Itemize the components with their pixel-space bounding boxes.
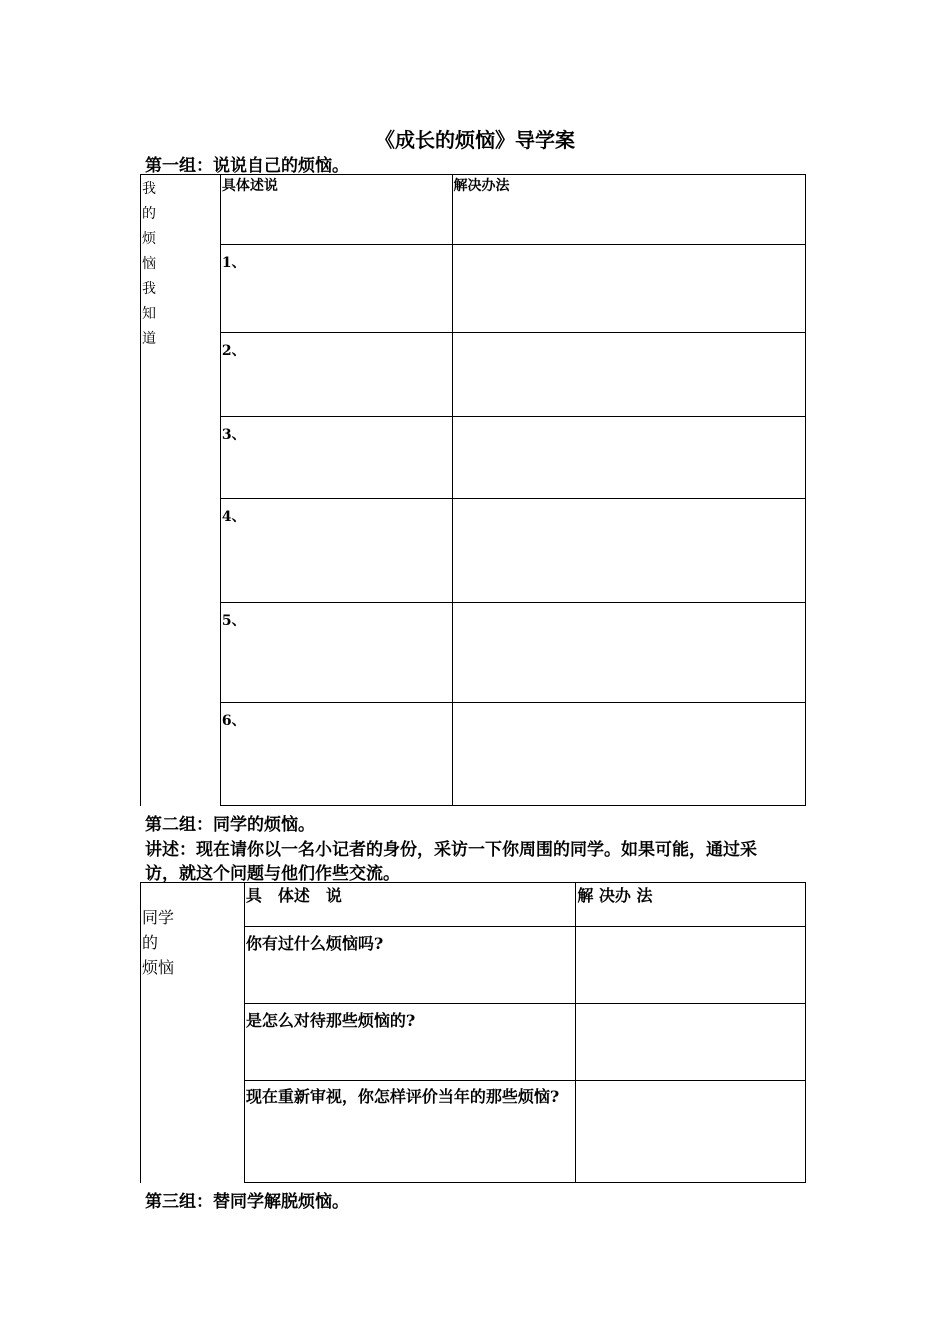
- group1-row-1[interactable]: 1、: [220, 245, 452, 333]
- group1-row-2[interactable]: 2、: [220, 333, 452, 417]
- group2-question-2[interactable]: 是怎么对待那些烦恼的?: [244, 1004, 575, 1081]
- group2-table: [140, 882, 806, 1183]
- group1-solution-2[interactable]: [452, 333, 805, 417]
- group1-col-header-description: 具体述说: [220, 175, 452, 245]
- page-title: 《成长的烦恼》导学案: [375, 128, 575, 152]
- group3-heading: 第三组：替同学解脱烦恼。: [145, 1192, 349, 1212]
- group1-solution-5[interactable]: [452, 603, 805, 703]
- group1-row-3[interactable]: 3、: [220, 417, 452, 499]
- group2-solution-1[interactable]: [576, 927, 806, 1004]
- group2-question-1[interactable]: 你有过什么烦恼吗?: [244, 927, 575, 1004]
- group2-intro-line2: 访，就这个问题与他们作些交流。: [145, 864, 400, 884]
- group1-row-6[interactable]: 6、: [220, 703, 452, 806]
- group2-solution-2[interactable]: [576, 1004, 806, 1081]
- group1-solution-3[interactable]: [452, 417, 805, 499]
- group1-row-4[interactable]: 4、: [220, 499, 452, 603]
- group2-side-label: 同学 的 烦恼: [141, 883, 245, 1183]
- group2-heading: 第二组：同学的烦恼。: [145, 815, 315, 835]
- group1-col-header-solution: 解决办法: [452, 175, 805, 245]
- group2-col-header-solution: 解 决办 法: [576, 883, 806, 927]
- group1-solution-4[interactable]: [452, 499, 805, 603]
- group2-question-3[interactable]: 现在重新审视，你怎样评价当年的那些烦恼?: [244, 1081, 575, 1183]
- group2-col-header-description: 具 体述 说: [244, 883, 575, 927]
- group2-intro-line1: 讲述：现在请你以一名小记者的身份，采访一下你周围的同学。如果可能，通过采: [145, 840, 757, 860]
- group1-solution-6[interactable]: [452, 703, 805, 806]
- group1-side-label: 我 的 烦 恼 我 知 道: [141, 175, 221, 806]
- group1-solution-1[interactable]: [452, 245, 805, 333]
- group1-heading: 第一组：说说自己的烦恼。: [145, 156, 349, 176]
- group1-table: [140, 174, 806, 806]
- group1-row-5[interactable]: 5、: [220, 603, 452, 703]
- group2-solution-3[interactable]: [576, 1081, 806, 1183]
